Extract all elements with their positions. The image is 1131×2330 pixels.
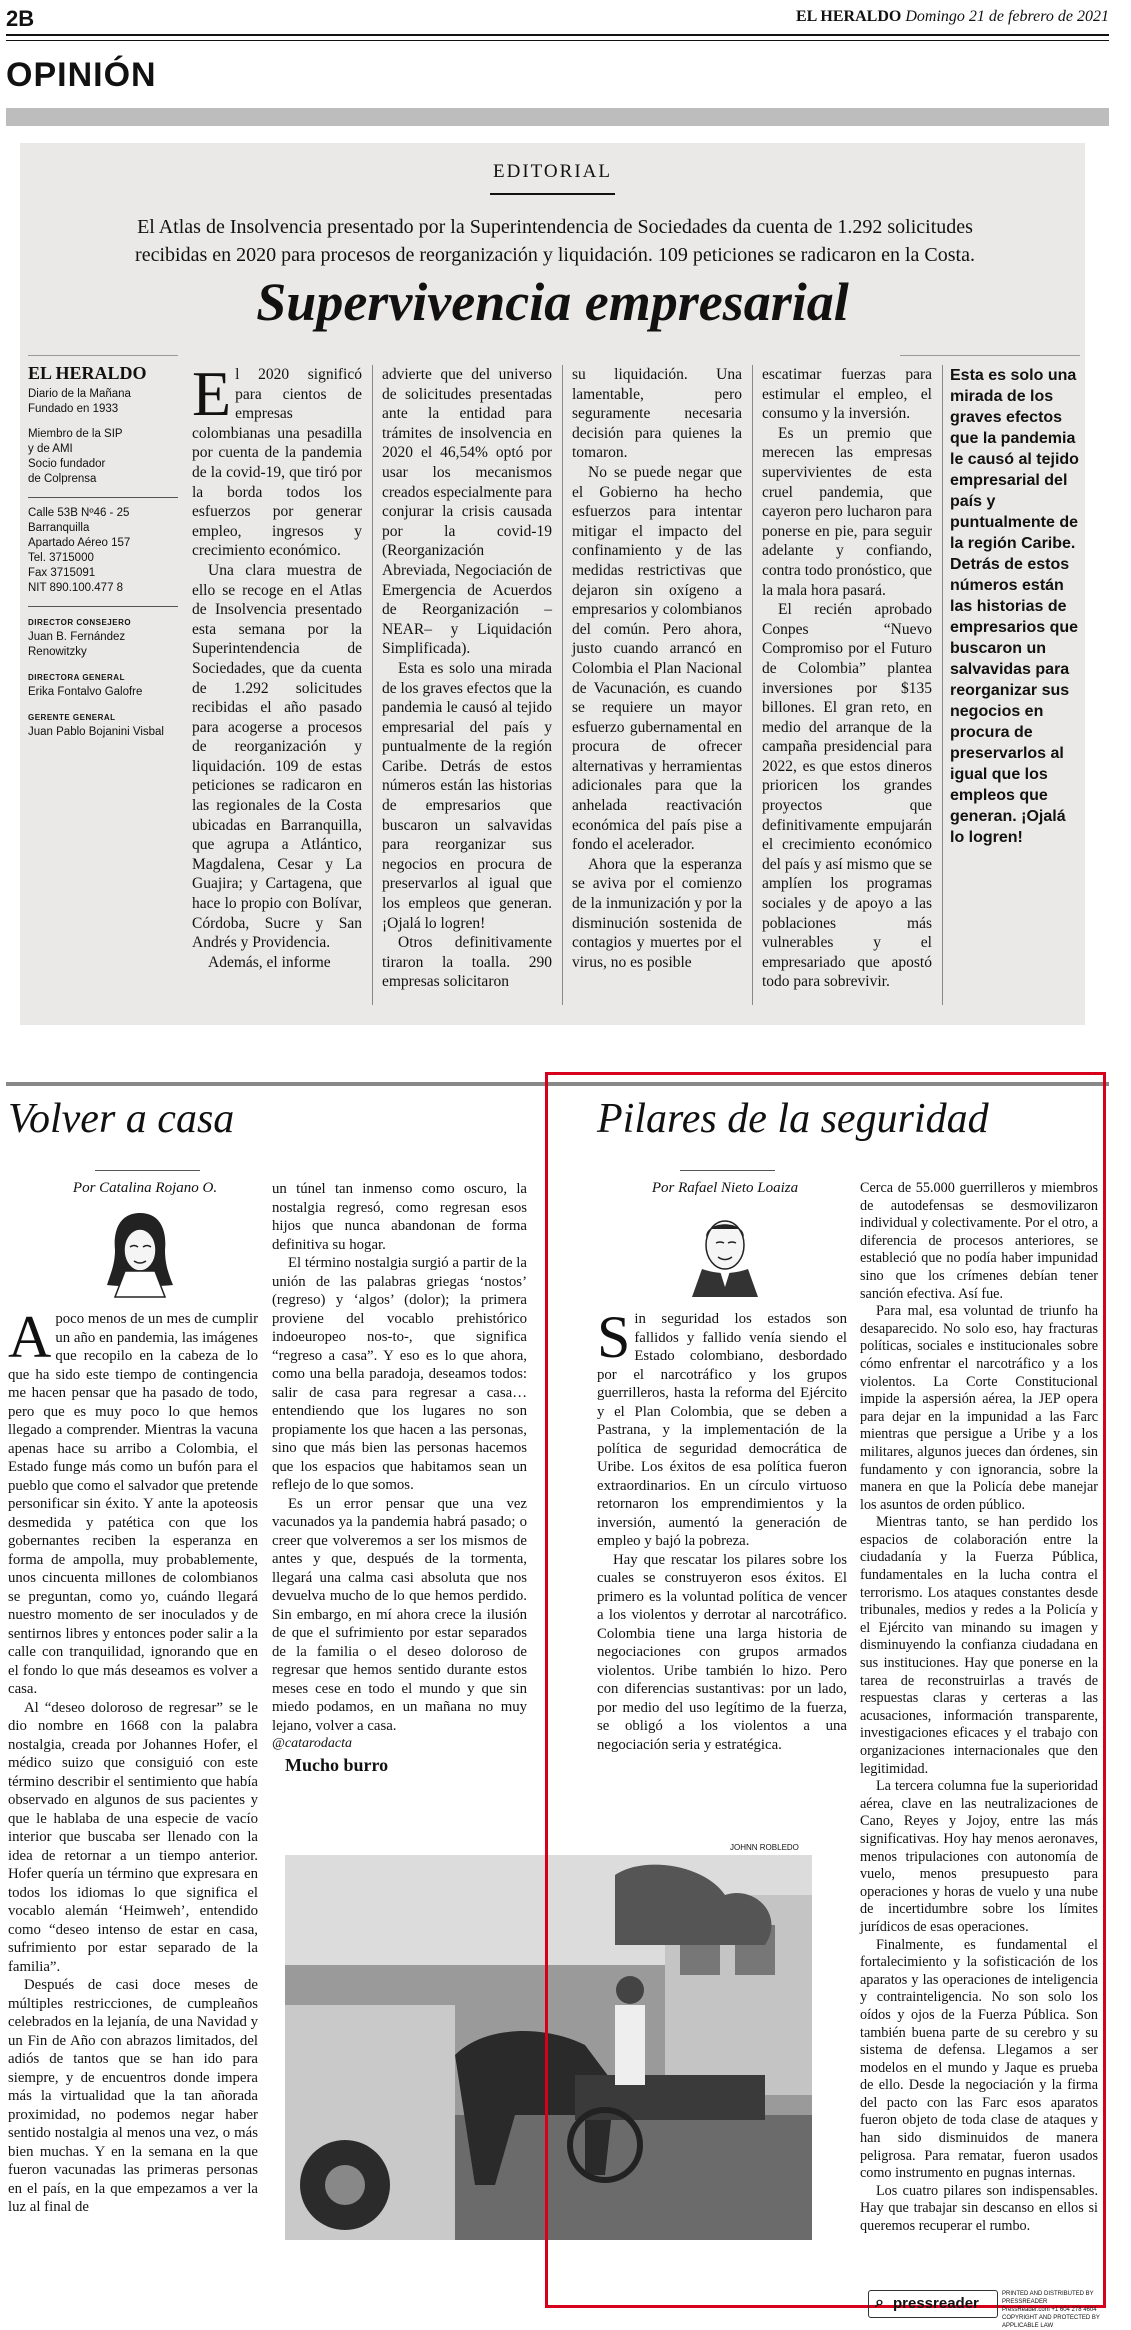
paragraph: advierte que del universo de solicitudes presentadas ante la entidad para trámites de insolvencia en 2020 el 46,54% optó por usar los mecanismos creados especialmente para conjurar la crisis causada por la covid-19 (Reorganización Abreviada, Negociación de Emergencia de Acuerdos de Reorganización – NEAR– y Liquidación Simplificada). <box>382 366 552 658</box>
masthead <box>796 8 1109 26</box>
staff-founded <box>28 387 178 417</box>
paragraph: Para mal, esa voluntad de triunfo ha desaparecido. No solo eso, hay fracturas políticas, sociales e institucionales sobre cómo enfrentar el narcotráfico y a los violentos. La Corte Constitucional impide la aspersión aérea, la JEP opera para dejar en la impunidad a las Farc mientras que persigue a Uribe y a los militares, algunos jueces dan órdenes, sin fundamento y con ignorancia, sobre la manera en que la Policía debe manejar los asuntos de orden público. <box>860 1303 1098 1513</box>
staff-line: Calle 53B Nº46 - 25 <box>28 507 130 519</box>
issue-date: Domingo 21 de febrero de 2021 <box>905 8 1109 25</box>
staff-divider <box>28 606 178 607</box>
paragraph: Mientras tanto, se han perdido los espacios de colaboración entre la ciudadanía y la Fuerza Pública, fundamentales en la lucha contra el terrorismo. Los ataques constantes desde tribunales, medios y redes a la Policía y el Ejército van minando su imagen y disminuyendo la confianza ciudadana en sus instituciones. Hay que ponerse en la tarea de reconstruirlas a través de respuestas claras y certeras a las acusaciones, información transparente, investigaciones eficaces y el trabajo con organizaciones internacionales que den legitimidad. <box>860 1514 1098 1777</box>
left-headline: Volver a casa <box>8 1096 235 1142</box>
section-title: OPINIÓN <box>6 56 157 94</box>
page-number: 2B <box>6 6 35 31</box>
drop-cap: A <box>8 1304 52 1370</box>
paragraph: El término nostalgia surgió a partir de la unión de las palabras griegas ‘nostos’ (regreso) y ‘algos’ (dolor); la primera proviene del vocablo prehistórico indoeuropeo nos-to-, que significa “regreso a casa”. Y eso es lo que ahora, como una bella paradoja, deseamos todos: salir de casa para regresar a casa… entendiendo que los lugares no son propiamente los que hacen a las personas, sino que más bien las personas hacemos que los espacios que habitamos sean un reflejo de lo que somos. <box>272 1255 527 1493</box>
staff-caption: DIRECTOR CONSEJERO <box>28 618 132 627</box>
column-rule <box>372 365 373 1005</box>
paragraph: Cerca de 55.000 guerrilleros y miembros de autodefensas se desmovilizaron individual y colectivamente. Por el otro, a diferencia de procesos anteriores, se estableció que no podía haber impunidad sino que los crímenes debían tener sanción efectiva. Así fue. <box>860 1180 1098 1302</box>
paragraph: El recién aprobado Conpes “Nuevo Compromiso por el Futuro de Colombia” plantea inversiones por $135 billones. El gran reto, en medio del arranque de la campaña presidencial para 2022, es que estos dineros prioricen los grandes proyectos que definitivamente empujarán el crecimiento económico del país y así mismo que se amplíen los programas sociales y de apoyo a las poblaciones más vulnerables y el empresariado que apostó todo para sobrevivir. <box>762 601 932 991</box>
right-byline: Por Rafael Nieto Loaiza <box>651 1180 799 1196</box>
pressreader-badge <box>868 2290 998 2318</box>
editorial-deck: El Atlas de Insolvencia presentado por la Superintendencia de Sociedades da cuenta de 1.292 solicitudes recibidas en 2020 para procesos de reorganización y liquidación. 109 peticiones se radicaron en la Costa. <box>135 216 975 266</box>
staff-director: Juan B. Fernández Renowitzky <box>28 631 126 658</box>
paragraph: un túnel tan inmenso como oscuro, la nostalgia regresó, como regresan esos hijos que nunca abandonan de forma definitiva su hogar. <box>272 1181 527 1253</box>
column-rule <box>942 365 943 1005</box>
paragraph: l 2020 significó para cientos de empresas colombianas una pesadilla por cuenta de la pandemia de la covid-19, que tiró por la borda todos los esfuerzos por generar empleo, ingresos y crecimiento económico. <box>192 366 362 560</box>
paragraph: Es un premio que merecen las empresas supervivientes de esta cruel pandemia, que cayeron pero lucharon para ponerse en pie, para seguir adelante y confiando, contra todo pronóstico, que la mala hora pasará. <box>762 424 932 599</box>
paragraph: Esta es solo una mirada de los graves efectos que la pandemia le causó al tejido empresarial del país y puntualmente de la región Caribe. Detrás de estos números están las historias de empresarios que buscaron un salvavidas para reorganizar sus negocios en procura de preservarlos al igual que los empleos que generan. ¡Ojalá lo logren! <box>382 659 553 932</box>
paragraph: Una clara muestra de ello se recoge en el Atlas de Insolvencia presentado esta semana por la Superintendencia de Sociedades, que da cuenta de 1.292 solicitudes recibidas el año pasado para acogerse a procesos de reorganización y liquidación. 109 de estas peticiones se radicaron en las regionales de la Costa ubicadas en Barranquilla, que agrupa a Atlántico, Magdalena, Cesar y La Guajira; y Cartagena, que hace lo propio con Bolívar, Córdoba, Sucre y San Andrés y Providencia. <box>192 561 362 952</box>
paragraph: La tercera columna fue la superioridad aérea, clave en las neutralizaciones de Cano, Reyes y Jojoy, entre las más significativas. Hoy hay menos aeronaves, menos tripulaciones con autonomía de vuelo, menos presupuesto para operaciones y horas de vuelo y una nube de incertidumbre sobre los límites jurídicos de esas operaciones. <box>860 1778 1098 1935</box>
pull-quote: Esta es solo una mirada de los graves efectos que la pandemia le causó al tejido empresarial del país y puntualmente de la región Caribe. Detrás de estos números están las historias de empresarios que buscaron un salvavidas para reorganizar sus negocios en procura de preservarlos al igual que los empleos que generan. ¡Ojalá lo logren! <box>950 367 1079 846</box>
staff-line: de Colprensa <box>28 473 97 485</box>
pressreader-brand: pressreader <box>893 2295 979 2312</box>
header-rule <box>6 34 1109 36</box>
editorial-column-4 <box>762 365 932 992</box>
cartoon-title: Mucho burro <box>285 1755 389 1775</box>
staff-caption: DIRECTORA GENERAL <box>28 673 125 682</box>
paragraph: su liquidación. Una lamentable, pero seguramente necesaria decisión para quienes la tomaron. <box>572 366 742 462</box>
staff-line: y de AMI <box>28 443 73 455</box>
paragraph: Hay que rescatar los pilares sobre los cuales se construyeron esos éxitos. El primero es la voluntad política de vencer a los violentos y derrotar al narcotráfico. Colombia tiene una larga historia de negociaciones con grupos armados violentos. Uribe también lo hizo. Pero con diferencias sustantivas: por un lado, por medio del uso legítimo de la fuerza, se obligó a los violentos a una negociación seria y estratégica. <box>597 1551 847 1753</box>
editorial-column-2 <box>382 365 552 992</box>
author-handle: @catarodacta <box>272 1736 353 1751</box>
paragraph: Además, el informe <box>208 953 331 971</box>
paragraph: No se puede negar que el Gobierno ha hecho esfuerzos para intentar mitigar el impacto del confinamiento y de las medidas restrictivas que dejaron sin oxígeno a empresarios y colombianos del común. Pero ahora, justo cuando arrancó en Colombia el Plan Nacional de Vacunación, es cuando se requiere un mayor esfuerzo gubernamental en procura de ofrecer alternativas y herramientas adicionales para que la anhelada reactivación económica del país pise a fondo el acelerador. <box>572 463 742 854</box>
paragraph: in seguridad los estados son fallidos y fallido venía siendo el Estado colombiano, desbordado por el narcotráfico y los grupos guerrilleros, hasta la reforma del Ejército y el Plan Colombia, que se deben a Pastrana, y la implementación de la política de seguridad democrática de Uribe. Los éxitos de esa política fueron extraordinarios. En un círculo virtuoso retornaron los emprendimientos y la inversión, aumentó la generación de empleo y bajó la pobreza. <box>597 1311 847 1549</box>
left-column-1 <box>8 1304 258 2217</box>
staff-line: Apartado Aéreo 157 <box>28 537 131 549</box>
kicker-rule <box>490 193 615 195</box>
header-rule-thin <box>6 40 1109 41</box>
editorial-headline: Supervivencia empresarial <box>256 272 849 332</box>
cartoon-credit: JOHNN ROBLEDO <box>730 1843 799 1852</box>
right-headline: Pilares de la seguridad <box>597 1096 989 1142</box>
staff-membership <box>28 427 178 487</box>
staff-line: Miembro de la SIP <box>28 428 123 440</box>
paragraph: Los cuatro pilares son indispensables. Hay que trabajar sin descanso en ellos si queremos recuperar el rumbo. <box>860 2182 1098 2235</box>
staff-line: Fax 3715091 <box>28 567 96 579</box>
paragraph: Al “deseo doloroso de regresar” se le dio nombre en 1668 con la palabra nostalgia, creada por Johannes Hofer, el médico suizo que consiguió con este término describir el sentimiento que había observado en algunos de sus pacientes y que le hablaba de una especie de vacío interior que buscaba ser llenado con la idea de retornar a un tiempo anterior. Hofer quería un término que expresara en todos los idiomas lo que significa el vocablo alemán ‘Heimweh’, entendido como “deseo intenso de estar en casa, sufrimiento por estar separado de la familia”. <box>8 1699 258 1975</box>
right-column-1 <box>597 1304 847 1754</box>
staff-divider <box>28 497 178 498</box>
notice-line: PressReader.com +1 604 278 4604 <box>1002 2307 1097 2313</box>
staff-general: Erika Fontalvo Galofre <box>28 686 143 698</box>
author-portrait <box>95 1205 185 1300</box>
staff-line: Tel. 3715000 <box>28 552 94 564</box>
pressreader-icon: ⌕ <box>875 2294 884 2311</box>
staff-manager: Juan Pablo Bojanini Visbal <box>28 726 164 738</box>
staff-rule <box>28 355 178 356</box>
notice-line: COPYRIGHT AND PROTECTED BY APPLICABLE LAW <box>1002 2315 1100 2329</box>
paragraph: Después de casi doce meses de múltiples restricciones, de cumpleaños celebrados en la lejanía, de una Navidad y un Fin de Año con abrazos limitados, del adiós de tantos que se han ido para siempre, y de encuentros donde impera más la virtualidad que la tan añorada proximidad, no podemos negar haber sentido nostalgia al menos una vez, o más bien muchas. Y en la semana en la que fueron vacunadas las primeras personas en el país, en la que empezamos a ver la luz al final de <box>8 1977 258 2215</box>
paragraph: escatimar fuerzas para estimular el empleo, el consumo y la inversión. <box>762 366 932 423</box>
pressreader-footer <box>868 2290 1108 2329</box>
staff-line: Socio fundador <box>28 458 106 470</box>
staff-caption: GERENTE GENERAL <box>28 713 116 722</box>
paragraph: Es un error pensar que una vez vacunados ya la pandemia habrá pasado; o creer que volveremos a ser los mismos de antes y que, después de la tormenta, llegará una calma casi absoluta que nos devuelva mucho de lo que hemos perdido. Sin embargo, en mí ahora crece la ilusión de que el sufrimiento por estar separados de la familia o el deseo doloroso de regresar que hemos sentido durante estos meses cese en todo el mundo y que sin miedo podamos, en un mañana no muy lejano, volver a casa. <box>272 1495 527 1734</box>
section-bar <box>6 108 1109 126</box>
notice-line: PRINTED AND DISTRIBUTED BY PRESSREADER <box>1002 2291 1094 2305</box>
byline-rule <box>680 1170 775 1171</box>
staff-box <box>28 363 178 750</box>
editorial-kicker: EDITORIAL <box>493 161 612 182</box>
pressreader-notice <box>1002 2290 1112 2330</box>
newspaper-name: EL HERALDO <box>795 8 902 25</box>
column-rule <box>752 365 753 1005</box>
editorial-column-3 <box>572 365 742 972</box>
byline-rule <box>95 1170 200 1171</box>
staff-line: Barranquilla <box>28 522 90 534</box>
editorial-column-1 <box>192 358 362 972</box>
paragraph: poco menos de un mes de cumplir un año en pandemia, las imágenes que recopilo en la cabeza de lo que ha sido este tiempo de contingencia me hacen pensar que ha pasado de todo, pero que es muy poco lo que hemos llegado a comprender. Mientras la vacuna apenas hace su arribo a Colombia, el Estado funge más como un bufón para el pueblo que como el salvador que pretende personificar sin éxito. Y ante la apoteosis desmedida y patética con que los gobernantes reciben la esperanza en forma de ampolla, muy probablemente, unos cincuenta millones de colombianos se preguntan, como yo, cuándo llegará nuestro momento de ser inoculados y de sentirnos libres y entonces poder salir a la calle con tranquilidad, ignorando que en el fondo lo que más deseamos es volver a casa. <box>8 1311 258 1697</box>
staff-brand: EL HERALDO <box>28 363 147 383</box>
drop-cap: E <box>192 358 232 429</box>
pull-rule <box>900 355 1080 356</box>
paragraph: Otros definitivamente tiraron la toalla. 290 empresas solicitaron <box>382 934 552 991</box>
right-column-2 <box>860 1180 1098 2236</box>
author-portrait <box>680 1205 770 1300</box>
staff-line: Fundado en 1933 <box>28 403 119 415</box>
staff-line: Diario de la Mañana <box>28 388 131 400</box>
left-column-2 <box>272 1180 527 1754</box>
column-rule <box>562 365 563 1005</box>
paragraph: Ahora que la esperanza se aviva por el comienzo de la inmunización y por la disminución sostenida de contagios y muertes por el virus, no es posible <box>572 855 742 971</box>
staff-address <box>28 506 178 596</box>
left-byline: Por Catalina Rojano O. <box>72 1180 218 1196</box>
paragraph: Finalmente, es fundamental el fortalecimiento y la sofisticación de los aparatos y las operaciones de inteligencia y contrainteligencia. No son solo los oídos y ojos de la Fuerza Pública. Son también buena parte de su cerebro y su sistema de defensa. Llegamos a ser modelos en el mundo y Jaque es prueba de ello. Desde la negociación y la firma del pacto con las Farc esos aparatos fueron objeto de toda clase de ataques y han sido disminuidos de manera peligrosa. Para rematar, fueron usados como instrumento en pugnas internas. <box>860 1936 1098 2182</box>
drop-cap: S <box>597 1304 631 1370</box>
staff-line: NIT 890.100.477 8 <box>28 582 124 594</box>
editorial-box <box>20 143 1085 1025</box>
